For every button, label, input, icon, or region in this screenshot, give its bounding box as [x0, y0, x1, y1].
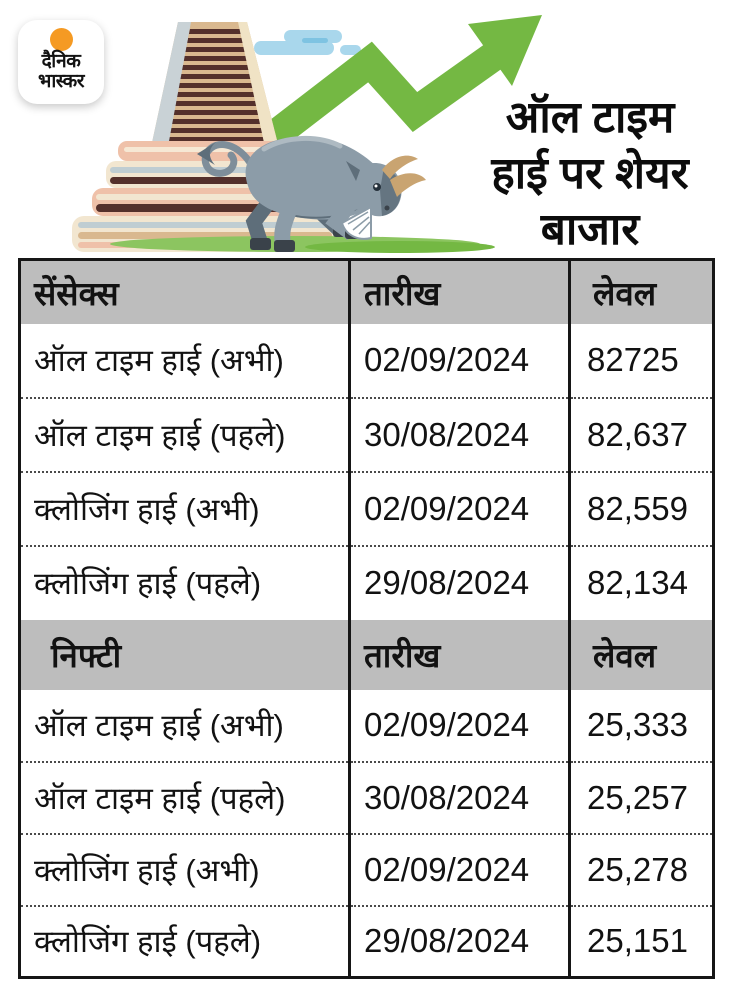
row-label: क्लोजिंग हाई (अभी) — [20, 834, 350, 906]
row-date: 29/08/2024 — [350, 546, 570, 620]
row-date: 30/08/2024 — [350, 398, 570, 472]
table-row — [20, 834, 714, 906]
row-label: क्लोजिंग हाई (पहले) — [34, 566, 262, 601]
row-label: क्लोजिंग हाई (अभी) — [20, 472, 350, 546]
row-level: 82,559 — [570, 472, 714, 546]
logo-text-line1: दैनिक — [41, 51, 81, 72]
row-date: 29/08/2024 — [350, 906, 570, 978]
row-label: ऑल टाइम हाई (अभी) — [20, 324, 350, 398]
table-row — [20, 472, 714, 546]
column-header-level: लेवल — [570, 260, 714, 324]
row-level: 82,637 — [570, 398, 714, 472]
row-level: 82,134 — [570, 546, 714, 620]
column-header-level: लेवल — [570, 620, 714, 690]
column-header-date: तारीख — [350, 260, 570, 324]
row-level: 25,278 — [570, 834, 714, 906]
row-level: 25,151 — [570, 906, 714, 978]
row-date: 02/09/2024 — [350, 690, 570, 762]
table-row — [20, 324, 714, 398]
row-label: क्लोजिंग हाई (पहले) — [34, 924, 262, 960]
table-section-header-sensex — [20, 260, 714, 324]
row-label: ऑल टाइम हाई (पहले) — [20, 398, 350, 472]
column-header-nifty: निफ्टी — [51, 637, 122, 674]
clouds-icon — [254, 30, 361, 55]
table-row — [20, 398, 714, 472]
row-date: 02/09/2024 — [350, 834, 570, 906]
row-date: 30/08/2024 — [350, 762, 570, 834]
column-header-sensex: सेंसेक्स — [34, 274, 119, 312]
table-row — [20, 546, 714, 620]
row-date: 02/09/2024 — [350, 472, 570, 546]
column-header-date: तारीख — [350, 620, 570, 690]
page-title — [452, 90, 728, 258]
logo-text-line2: भास्कर — [37, 71, 85, 92]
table-row — [20, 906, 714, 978]
market-table — [18, 258, 715, 979]
page-title-line1: ऑल टाइम — [505, 93, 675, 142]
row-level: 82725 — [570, 324, 714, 398]
row-date: 02/09/2024 — [350, 324, 570, 398]
table-row — [20, 690, 714, 762]
row-level: 25,257 — [570, 762, 714, 834]
table-section-header-nifty — [20, 620, 714, 690]
page-title-line2: हाई पर शेयर — [491, 149, 689, 198]
row-level: 25,333 — [570, 690, 714, 762]
page-title-line3: बाजार — [540, 205, 640, 254]
row-label: ऑल टाइम हाई (अभी) — [20, 690, 350, 762]
row-label: ऑल टाइम हाई (पहले) — [20, 762, 350, 834]
table-row — [20, 762, 714, 834]
